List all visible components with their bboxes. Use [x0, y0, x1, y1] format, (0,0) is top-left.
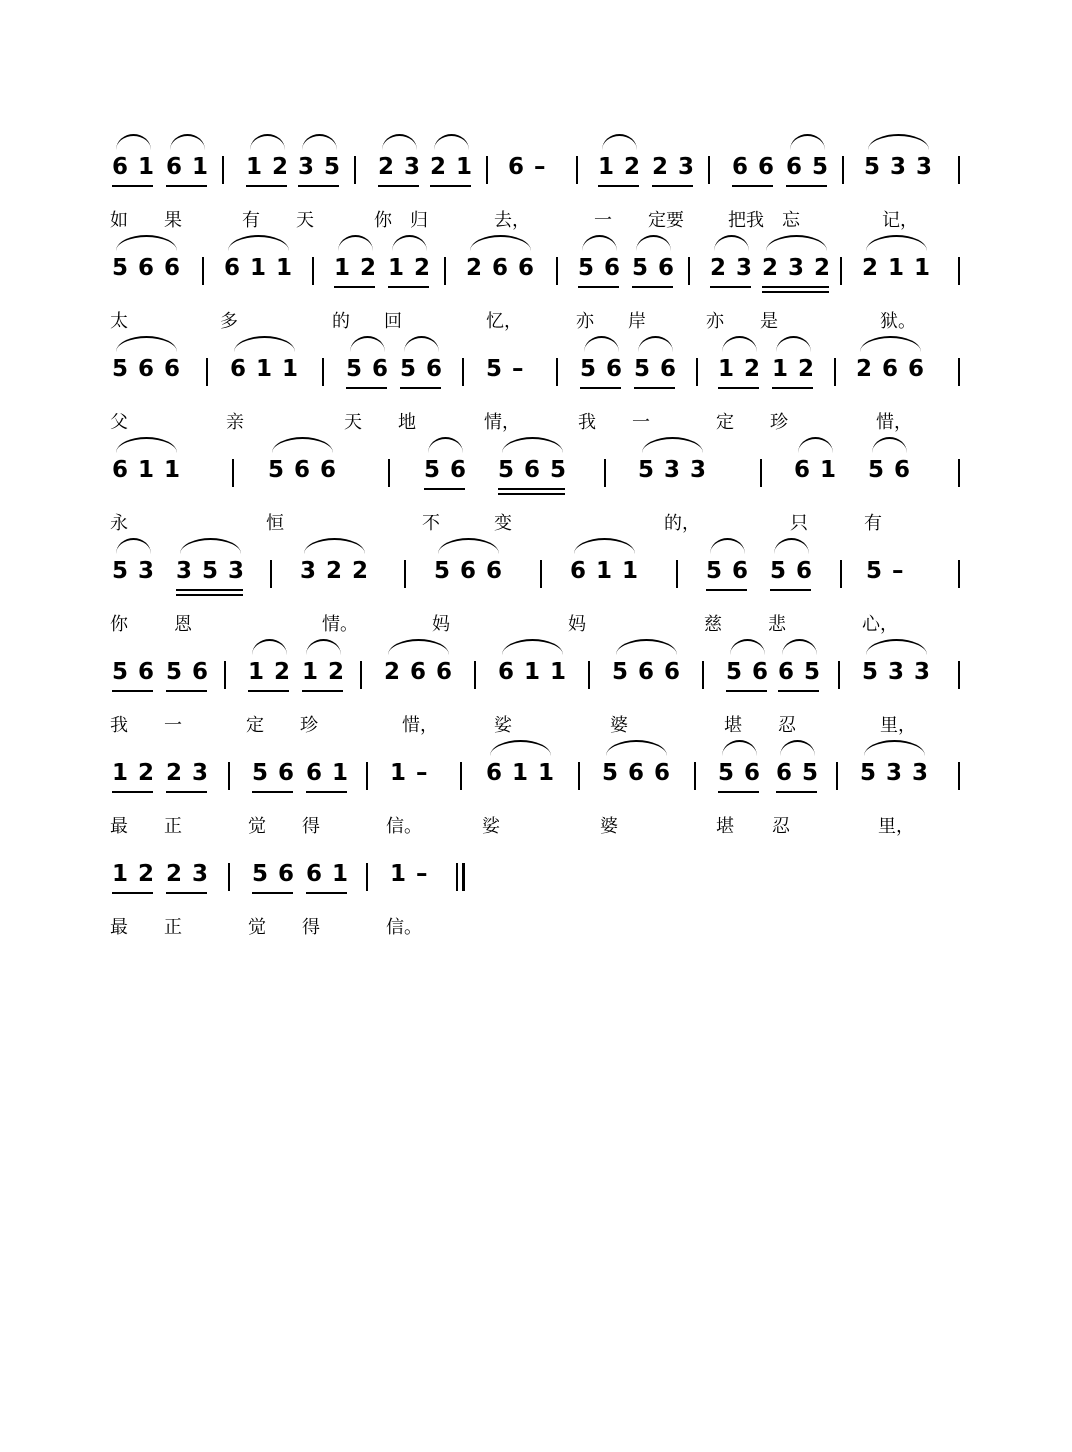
lyric-syllable: 婆	[600, 816, 618, 837]
note-digits: 1 2	[112, 760, 156, 786]
lyric-syllable: 父	[110, 412, 128, 433]
lyric-syllable: 堪	[716, 816, 734, 837]
score-line	[0, 859, 1072, 960]
eighth-beam	[378, 185, 419, 187]
barline	[576, 156, 578, 184]
lyric-syllable: 定要	[648, 210, 684, 231]
note-digits: 1 2	[388, 255, 432, 281]
lyric-syllable: 记，	[882, 210, 918, 231]
note-digits: 6 5	[778, 659, 822, 685]
eighth-beam	[726, 690, 767, 692]
barline	[404, 560, 406, 588]
lyric-syllable: 惜，	[876, 412, 912, 433]
lyric-syllable: 变	[494, 513, 512, 534]
barline	[840, 560, 842, 588]
barline	[604, 459, 606, 487]
lyric-syllable: 妈	[568, 614, 586, 635]
eighth-beam	[762, 286, 829, 288]
barline	[958, 257, 960, 285]
note-digits: 5 6	[718, 760, 762, 786]
barline	[556, 257, 558, 285]
slur-arc	[116, 134, 151, 150]
eighth-beam	[306, 892, 347, 894]
note-digits: 3 5 3	[176, 558, 246, 584]
barline	[206, 358, 208, 386]
final-barline	[456, 863, 465, 891]
note-digits: 1 2	[598, 154, 642, 180]
eighth-beam	[786, 185, 827, 187]
lyric-syllable: 你	[374, 210, 392, 231]
slur-arc	[382, 134, 417, 150]
note-digits: 6 1 1	[498, 659, 568, 685]
lyric-syllable: 得	[302, 816, 320, 837]
barline	[354, 156, 356, 184]
lyric-syllable: 信。	[386, 816, 422, 837]
lyric-syllable: 多	[220, 311, 238, 332]
lyric-syllable: 岸	[628, 311, 646, 332]
note-digits: 5 6	[166, 659, 210, 685]
eighth-beam	[632, 286, 673, 288]
note-digits: 5 6	[252, 861, 296, 887]
note-digits: 5 6	[424, 457, 468, 483]
note-digits: 5 6 6	[602, 760, 672, 786]
lyric-syllable: 是	[760, 311, 778, 332]
note-digits: 5 6	[580, 356, 624, 382]
note-digits: 3 2 2	[300, 558, 370, 584]
note-digits: 1 2	[718, 356, 762, 382]
note-digits: 6 –	[508, 154, 547, 180]
lyric-syllable: 我	[578, 412, 596, 433]
lyric-syllable: 慈	[704, 614, 722, 635]
barline	[688, 257, 690, 285]
barline	[958, 762, 960, 790]
eighth-beam	[710, 286, 751, 288]
barline	[202, 257, 204, 285]
lyric-syllable: 娑	[494, 715, 512, 736]
barline	[958, 156, 960, 184]
note-digits: 5 3	[112, 558, 156, 584]
note-digits: 6 6	[732, 154, 776, 180]
barline	[958, 661, 960, 689]
barline	[556, 358, 558, 386]
note-digits: 5 6	[400, 356, 444, 382]
note-digits: 2 3	[166, 861, 210, 887]
note-digits: 5 6 5	[498, 457, 568, 483]
slur-arc	[302, 134, 337, 150]
lyric-syllable: 忍	[772, 816, 790, 837]
note-digits: 5 6	[868, 457, 912, 483]
barline	[366, 863, 368, 891]
note-digits: 5 3 3	[638, 457, 708, 483]
note-digits: 1 2	[248, 659, 292, 685]
note-digits: 2 3	[166, 760, 210, 786]
barline	[540, 560, 542, 588]
note-digits: 6 1 1	[570, 558, 640, 584]
barline	[460, 762, 462, 790]
barline	[834, 358, 836, 386]
note-digits: 6 1 1	[486, 760, 556, 786]
eighth-beam	[112, 791, 153, 793]
note-digits: 2 6 6	[856, 356, 926, 382]
note-digits: 6 5	[776, 760, 820, 786]
eighth-beam	[112, 690, 153, 692]
lyric-syllable: 如	[110, 210, 128, 231]
lyric-syllable: 我	[110, 715, 128, 736]
note-digits: 5 –	[486, 356, 525, 382]
eighth-beam	[346, 387, 387, 389]
lyric-syllable: 信。	[386, 917, 422, 938]
note-digits: 5 3 3	[862, 659, 932, 685]
lyric-syllable: 太	[110, 311, 128, 332]
lyric-syllable: 觉	[248, 816, 266, 837]
note-digits: 5 6 6	[434, 558, 504, 584]
eighth-beam	[252, 892, 293, 894]
barline	[694, 762, 696, 790]
lyric-syllable: 一	[594, 210, 612, 231]
barline	[760, 459, 762, 487]
barline	[228, 863, 230, 891]
sixteenth-beam	[762, 291, 829, 293]
note-digits: 2 6 6	[384, 659, 454, 685]
eighth-beam	[166, 690, 207, 692]
barline	[228, 762, 230, 790]
slur-arc	[250, 134, 285, 150]
note-digits: 2 1	[430, 154, 474, 180]
eighth-beam	[246, 185, 287, 187]
note-digits: 2 3	[652, 154, 696, 180]
note-digits: 1 2	[334, 255, 378, 281]
lyric-syllable: 去，	[494, 210, 530, 231]
barline	[444, 257, 446, 285]
eighth-beam	[302, 690, 343, 692]
note-digits: 3 5	[298, 154, 342, 180]
sixteenth-beam	[176, 594, 243, 596]
barline	[842, 156, 844, 184]
eighth-beam	[424, 488, 465, 490]
note-digits: 6 1	[112, 154, 156, 180]
lyric-syllable: 狱。	[880, 311, 916, 332]
sixteenth-beam	[498, 493, 565, 495]
lyric-syllable: 永	[110, 513, 128, 534]
lyric-syllable: 亦	[706, 311, 724, 332]
eighth-beam	[400, 387, 441, 389]
eighth-beam	[388, 286, 429, 288]
note-digits: 1 2	[112, 861, 156, 887]
note-digits: 5 6	[726, 659, 770, 685]
score-line	[0, 455, 1072, 556]
note-digits: 6 1	[794, 457, 838, 483]
eighth-beam	[770, 589, 811, 591]
note-digits: 5 –	[866, 558, 905, 584]
barline	[232, 459, 234, 487]
barline	[708, 156, 710, 184]
lyric-syllable: 你	[110, 614, 128, 635]
lyric-syllable: 正	[164, 816, 182, 837]
barline	[222, 156, 224, 184]
lyric-syllable: 恒	[266, 513, 284, 534]
lyric-syllable: 回	[384, 311, 402, 332]
note-digits: 6 1 1	[112, 457, 182, 483]
eighth-beam	[652, 185, 693, 187]
barline	[676, 560, 678, 588]
eighth-beam	[706, 589, 747, 591]
barline	[322, 358, 324, 386]
barline	[696, 358, 698, 386]
slur-arc	[602, 134, 637, 150]
lyric-syllable: 只	[790, 513, 808, 534]
eighth-beam	[298, 185, 339, 187]
eighth-beam	[776, 791, 817, 793]
note-digits: 5 6	[346, 356, 390, 382]
eighth-beam	[634, 387, 675, 389]
note-digits: 5 6 6	[612, 659, 682, 685]
note-digits: 6 5	[786, 154, 830, 180]
eighth-beam	[718, 387, 759, 389]
note-digits: 1 2	[246, 154, 290, 180]
eighth-beam	[778, 690, 819, 692]
note-digits: 1 –	[390, 760, 429, 786]
lyric-syllable: 地	[398, 412, 416, 433]
eighth-beam	[252, 791, 293, 793]
lyric-syllable: 恩	[174, 614, 192, 635]
barline	[578, 762, 580, 790]
lyric-syllable: 的，	[664, 513, 700, 534]
lyric-syllable: 忘	[782, 210, 800, 231]
eighth-beam	[772, 387, 813, 389]
barline	[836, 762, 838, 790]
lyric-syllable: 的	[332, 311, 350, 332]
slur-arc	[434, 134, 469, 150]
barline	[388, 459, 390, 487]
note-digits: 2 6 6	[466, 255, 536, 281]
lyric-syllable: 得	[302, 917, 320, 938]
note-digits: 5 6	[632, 255, 676, 281]
eighth-beam	[306, 791, 347, 793]
note-digits: 6 1	[306, 760, 350, 786]
eighth-beam	[718, 791, 759, 793]
lyric-syllable: 不	[422, 513, 440, 534]
barline	[958, 560, 960, 588]
eighth-beam	[166, 791, 207, 793]
note-digits: 5 3 3	[860, 760, 930, 786]
note-digits: 5 6	[578, 255, 622, 281]
lyric-syllable: 里，	[880, 715, 916, 736]
slur-arc	[790, 134, 825, 150]
barline	[958, 358, 960, 386]
note-digits: 5 6	[706, 558, 750, 584]
note-digits: 6 1 1	[224, 255, 294, 281]
lyric-syllable: 堪	[724, 715, 742, 736]
lyric-syllable: 天	[344, 412, 362, 433]
eighth-beam	[176, 589, 243, 591]
eighth-beam	[166, 892, 207, 894]
eighth-beam	[248, 690, 289, 692]
note-digits: 5 6	[112, 659, 156, 685]
note-digits: 5 6 6	[268, 457, 338, 483]
lyric-syllable: 正	[164, 917, 182, 938]
lyric-syllable: 妈	[432, 614, 450, 635]
eighth-beam	[166, 185, 207, 187]
lyric-syllable: 定	[716, 412, 734, 433]
note-digits: 2 1 1	[862, 255, 932, 281]
barline	[312, 257, 314, 285]
note-digits: 6 1 1	[230, 356, 300, 382]
note-digits: 5 3 3	[864, 154, 934, 180]
lyric-syllable: 最	[110, 917, 128, 938]
barline	[588, 661, 590, 689]
lyric-syllable: 惜，	[402, 715, 438, 736]
lyric-syllable: 里，	[878, 816, 914, 837]
lyric-syllable: 果	[164, 210, 182, 231]
lyric-syllable: 一	[632, 412, 650, 433]
note-digits: 5 6 6	[112, 255, 182, 281]
lyric-syllable: 有	[242, 210, 260, 231]
eighth-beam	[430, 185, 471, 187]
lyric-syllable: 天	[296, 210, 314, 231]
lyric-syllable: 情。	[322, 614, 358, 635]
note-digits: 2 3	[378, 154, 422, 180]
lyric-syllable: 有	[864, 513, 882, 534]
lyric-syllable: 一	[164, 715, 182, 736]
lyric-syllable: 珍	[300, 715, 318, 736]
note-digits: 5 6	[252, 760, 296, 786]
lyric-syllable: 珍	[770, 412, 788, 433]
note-digits: 1 –	[390, 861, 429, 887]
eighth-beam	[334, 286, 375, 288]
lyric-syllable: 定	[246, 715, 264, 736]
lyric-syllable: 婆	[610, 715, 628, 736]
lyric-syllable: 娑	[482, 816, 500, 837]
eighth-beam	[498, 488, 565, 490]
lyric-syllable: 归	[410, 210, 428, 231]
lyric-syllable: 把我	[728, 210, 764, 231]
note-digits: 2 3 2	[762, 255, 832, 281]
note-digits: 5 6 6	[112, 356, 182, 382]
barline	[958, 459, 960, 487]
eighth-beam	[112, 185, 153, 187]
lyric-syllable: 忍	[778, 715, 796, 736]
barline	[840, 257, 842, 285]
note-digits: 1 2	[772, 356, 816, 382]
eighth-beam	[598, 185, 639, 187]
barline	[462, 358, 464, 386]
barline	[838, 661, 840, 689]
lyric-syllable: 亲	[226, 412, 244, 433]
barline	[366, 762, 368, 790]
lyric-syllable: 悲	[768, 614, 786, 635]
lyric-syllable: 忆，	[486, 311, 522, 332]
lyric-syllable: 心，	[862, 614, 898, 635]
eighth-beam	[732, 185, 773, 187]
barline	[360, 661, 362, 689]
note-digits: 6 1	[306, 861, 350, 887]
note-digits: 6 1	[166, 154, 210, 180]
barline	[474, 661, 476, 689]
note-digits: 5 6	[770, 558, 814, 584]
lyric-syllable: 情，	[484, 412, 520, 433]
slur-arc	[170, 134, 205, 150]
lyric-syllable: 觉	[248, 917, 266, 938]
barline	[486, 156, 488, 184]
eighth-beam	[112, 892, 153, 894]
lyric-syllable: 亦	[576, 311, 594, 332]
note-digits: 5 6	[634, 356, 678, 382]
eighth-beam	[580, 387, 621, 389]
score-line	[0, 758, 1072, 859]
note-digits: 1 2	[302, 659, 346, 685]
note-digits: 2 3	[710, 255, 754, 281]
lyric-syllable: 最	[110, 816, 128, 837]
slur-arc	[868, 134, 929, 150]
eighth-beam	[578, 286, 619, 288]
barline	[224, 661, 226, 689]
barline	[702, 661, 704, 689]
barline	[270, 560, 272, 588]
